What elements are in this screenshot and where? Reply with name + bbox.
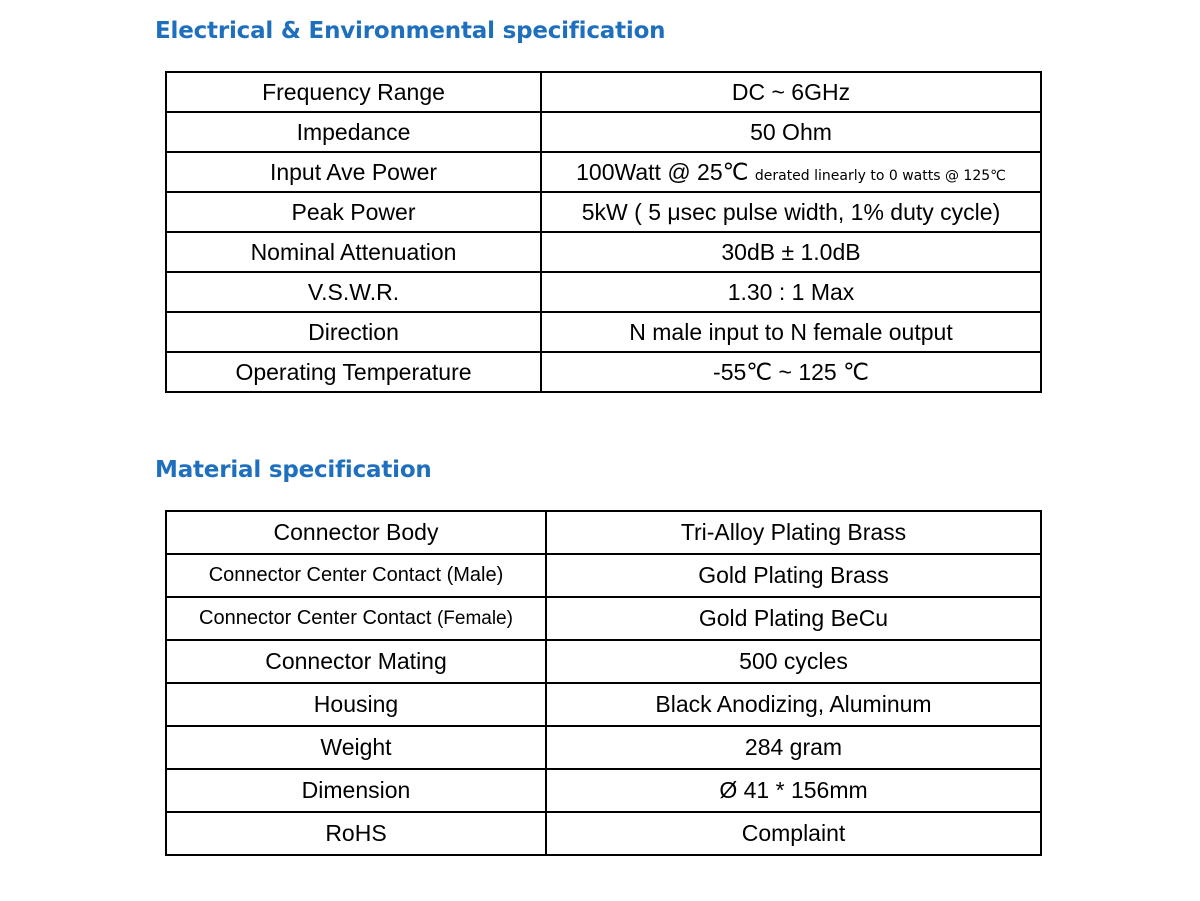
spec-label: Weight xyxy=(166,726,546,769)
table-row xyxy=(166,597,1041,640)
spec-value: Gold Plating BeCu xyxy=(546,597,1041,640)
spec-label: Connector Center Contact xyxy=(199,607,432,629)
spec-label: Input Ave Power xyxy=(166,152,541,192)
spec-value-cell xyxy=(541,152,1041,192)
spec-value: 1.30 : 1 Max xyxy=(541,272,1041,312)
table-row xyxy=(166,72,1041,112)
spec-label: Nominal Attenuation xyxy=(166,232,541,272)
spec-label: Direction xyxy=(166,312,541,352)
table-row xyxy=(166,726,1041,769)
table-row xyxy=(166,769,1041,812)
spec-label: Connector Body xyxy=(166,511,546,554)
spec-value: DC ~ 6GHz xyxy=(541,72,1041,112)
spec-value: -55℃ ~ 125 ℃ xyxy=(541,352,1041,392)
spec-label: Housing xyxy=(166,683,546,726)
spec-value: 284 gram xyxy=(546,726,1041,769)
table-row xyxy=(166,192,1041,232)
spec-label: Connector Mating xyxy=(166,640,546,683)
table-row xyxy=(166,352,1041,392)
spec-value: Complaint xyxy=(546,812,1041,855)
spec-value: Black Anodizing, Aluminum xyxy=(546,683,1041,726)
spec-label: RoHS xyxy=(166,812,546,855)
spec-value: 30dB ± 1.0dB xyxy=(541,232,1041,272)
table-row xyxy=(166,554,1041,597)
table-row xyxy=(166,272,1041,312)
material-spec-table xyxy=(165,510,1042,856)
spec-value: Ø 41 * 156mm xyxy=(546,769,1041,812)
table-row xyxy=(166,232,1041,272)
spec-value: 5kW ( 5 μsec pulse width, 1% duty cycle) xyxy=(541,192,1041,232)
electrical-section-title: Electrical & Environmental specification xyxy=(155,18,666,44)
table-row xyxy=(166,312,1041,352)
table-row xyxy=(166,112,1041,152)
table-row xyxy=(166,152,1041,192)
spec-value: Tri-Alloy Plating Brass xyxy=(546,511,1041,554)
spec-label: V.S.W.R. xyxy=(166,272,541,312)
spec-label: Impedance xyxy=(166,112,541,152)
spec-value: Gold Plating Brass xyxy=(546,554,1041,597)
spec-label-cell xyxy=(166,597,546,640)
table-row xyxy=(166,683,1041,726)
spec-label: Peak Power xyxy=(166,192,541,232)
table-row xyxy=(166,640,1041,683)
table-row xyxy=(166,812,1041,855)
spec-label-suffix: (Female) xyxy=(436,608,513,629)
spec-label: Dimension xyxy=(166,769,546,812)
spec-label-suffix: (Male) xyxy=(446,564,504,586)
spec-label: Operating Temperature xyxy=(166,352,541,392)
spec-value: N male input to N female output xyxy=(541,312,1041,352)
electrical-spec-table xyxy=(165,71,1042,393)
spec-value: 50 Ohm xyxy=(541,112,1041,152)
spec-label: Connector Center Contact xyxy=(208,564,442,586)
spec-value: 100Watt @ 25℃ xyxy=(576,158,749,185)
material-section-title: Material specification xyxy=(155,457,432,483)
spec-value-note: derated linearly to 0 watts @ 125℃ xyxy=(754,167,1006,184)
spec-value: 500 cycles xyxy=(546,640,1041,683)
table-row xyxy=(166,511,1041,554)
spec-label-cell xyxy=(166,554,546,597)
spec-label: Frequency Range xyxy=(166,72,541,112)
